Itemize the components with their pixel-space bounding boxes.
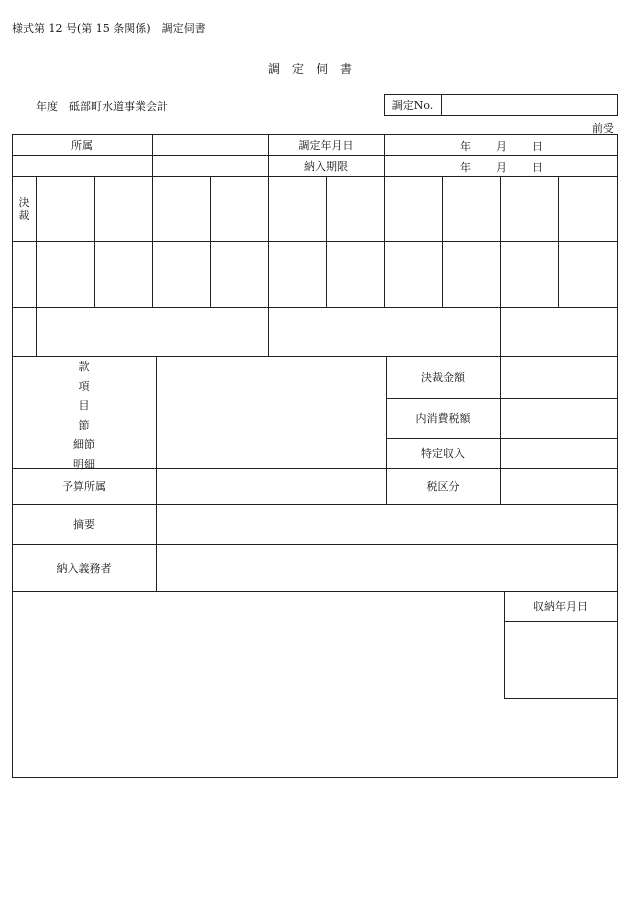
chotei-date-label: 調定年月日 bbox=[298, 138, 354, 152]
uchi-shohizei-label: 内消費税額 bbox=[415, 412, 471, 425]
form-reference: 様式第 12 号(第 15 条関係) 調定伺書 bbox=[12, 22, 206, 35]
col-divider bbox=[500, 356, 501, 504]
setsu-label: 節 bbox=[78, 418, 90, 432]
chotei-no-label: 調定No. bbox=[391, 99, 434, 112]
row-divider bbox=[504, 621, 618, 622]
col-divider bbox=[500, 176, 501, 356]
col-divider bbox=[152, 176, 153, 307]
chotei-year: 年 bbox=[460, 140, 471, 153]
ko-label: 項 bbox=[78, 379, 90, 393]
col-divider bbox=[442, 176, 443, 307]
col-divider bbox=[558, 176, 559, 307]
chotei-day: 日 bbox=[532, 140, 543, 153]
shuno-date-label: 収納年月日 bbox=[533, 600, 588, 613]
yosan-shozoku-label: 予算所属 bbox=[62, 480, 106, 493]
col-divider bbox=[384, 176, 385, 307]
document-title: 調 定 伺 書 bbox=[268, 62, 353, 76]
kigen-year: 年 bbox=[460, 161, 471, 174]
row-divider bbox=[504, 698, 618, 699]
fiscal-year-label: 年度 砥部町水道事業会計 bbox=[36, 100, 168, 113]
col-divider bbox=[210, 176, 211, 307]
kigen-month: 月 bbox=[496, 161, 507, 174]
row-divider bbox=[12, 241, 618, 242]
col-divider bbox=[156, 356, 157, 591]
tokutei-shunyu-label: 特定収入 bbox=[421, 447, 465, 460]
kessai-kingaku-label: 決裁金額 bbox=[421, 371, 465, 384]
moku-label: 目 bbox=[78, 399, 90, 412]
zei-kubun-label: 税区分 bbox=[426, 480, 460, 493]
nounyu-gimusha-label: 納入義務者 bbox=[56, 561, 112, 575]
col-divider bbox=[268, 176, 269, 356]
col-divider bbox=[326, 176, 327, 307]
chotei-month: 月 bbox=[496, 140, 507, 153]
kan-label: 款 bbox=[78, 360, 90, 373]
nounyu-kigen-label: 納入期限 bbox=[304, 159, 348, 173]
row-divider bbox=[12, 307, 618, 308]
col-divider bbox=[36, 176, 37, 356]
shozoku-label: 所属 bbox=[71, 138, 93, 152]
kigen-day: 日 bbox=[532, 161, 543, 174]
row-divider bbox=[12, 176, 618, 177]
kan-ko-moku-labels bbox=[12, 357, 156, 474]
meisai-label: 明細 bbox=[73, 457, 95, 471]
kessai-label: 決裁 bbox=[18, 196, 30, 222]
col-divider bbox=[384, 134, 385, 176]
col-divider bbox=[94, 176, 95, 307]
col-divider bbox=[152, 134, 153, 176]
chotei-no-divider bbox=[441, 94, 442, 116]
maeuke-label: 前受 bbox=[592, 122, 614, 135]
saisetsu-label: 細節 bbox=[73, 438, 95, 451]
tekiyo-label: 摘要 bbox=[73, 518, 95, 531]
